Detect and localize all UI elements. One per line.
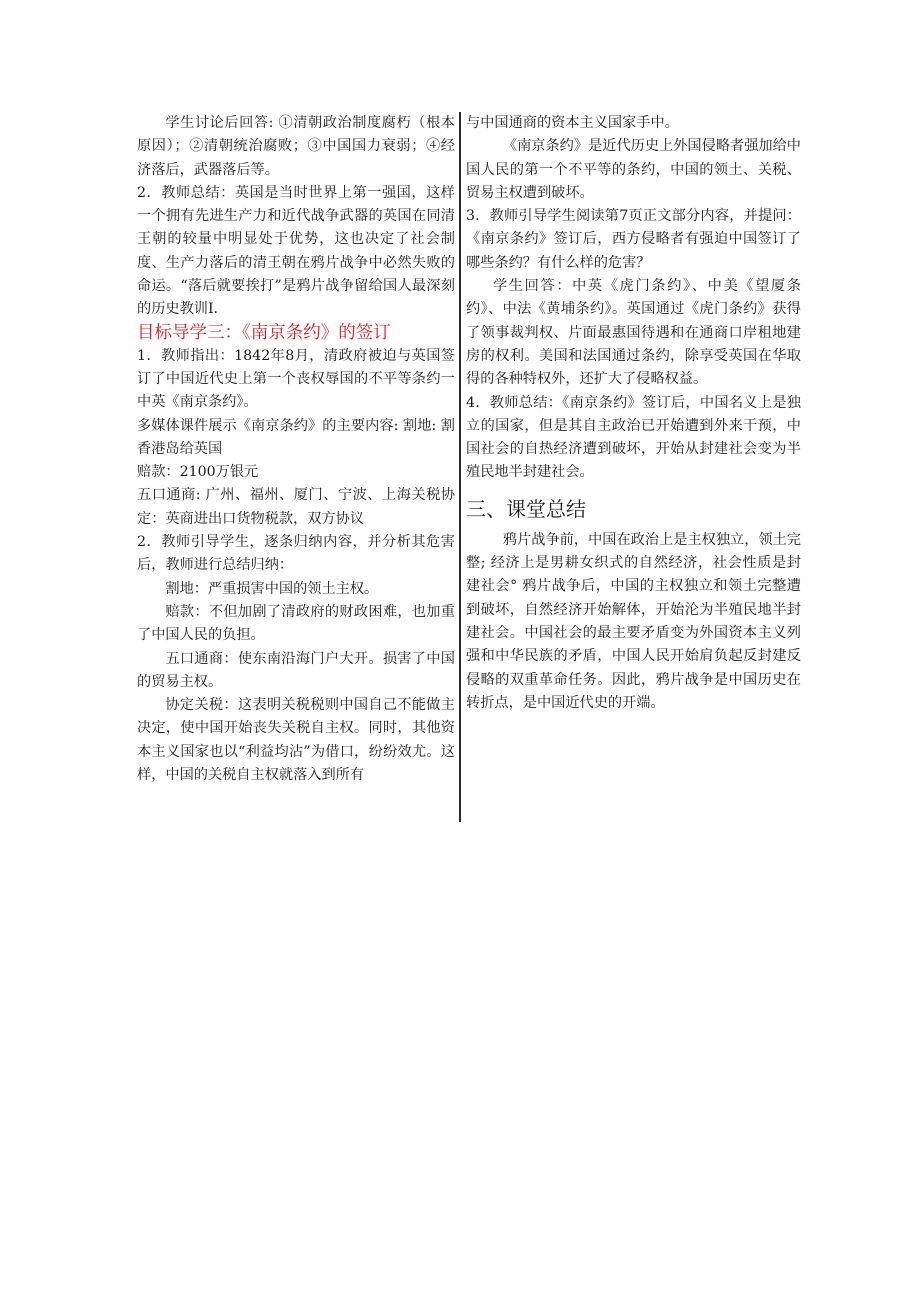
student-response-paragraph: 学生回答：中英《虎门条约》、中美《望厦条约》、中法《黄埔条约》。英国通过《虎门条约》获得了领事裁判权、片面最惠国待遇和在通商口岸租地建房的权利。美国和法国通过条约，除享受英国在华取得的各种特权外，还扩大了侵略权益。 (466, 278, 801, 388)
treaty-intro-paragraph: 1．教师指出：1842年8月，清政府被迫与英国签订了中国近代史上第一个丧权辱国的不平等条约一中英《南京条约》。 (137, 347, 455, 411)
student-answer-paragraph: 学生讨论后回答: ①清朝政治制度腐朽（根本原因）；②清朝统治腐败；③中国国力衰弱；④经济落后，武器落后等。 (137, 115, 455, 178)
section-title-summary: 三、课堂总结 (466, 496, 586, 521)
left-column (137, 112, 455, 787)
teacher-guide-paragraph: 2．教师引导学生，逐条归纳内容，并分析其危害后，教师进行总结归纳： (137, 534, 455, 574)
teacher-question-paragraph: 3．教师引导学生阅读第7页正文部分内容，并提问：《南京条约》签订后，西方侵略者有强迫中国签订了哪些条约？有什么样的危害？ (466, 208, 801, 271)
treaty-content-indemnity: 赔款：2100万银元 (137, 464, 259, 481)
harm-ports: 五口通商：使东南沿海门户大开。损害了中国的贸易主权。 (137, 650, 455, 690)
right-column (466, 112, 801, 715)
column-divider (459, 112, 461, 822)
treaty-significance-paragraph: 《南京条约》是近代历史上外国侵略者强加给中国人民的第一个不平等的条约，中国的领土、关税、贸易主权遭到破坏。 (466, 138, 801, 201)
treaty-content-ports-tariff: 五口通商: 广州、福州、厦门、宁波、上海关税协定：英商进出口货物税款，双方协议 (137, 487, 455, 527)
harm-cession: 割地：严重损害中国的领土主权。 (165, 580, 379, 597)
class-summary-paragraph: 鸦片战争前，中国在政治上是主权独立，领土完整; 经济上是男耕女织式的自然经济，社会性质是封建社会° 鸦片战争后，中国的主权独立和领土完整遭到破坏，自然经济开始解体，开始沦为半殖民地半封建社会。中国社会的最主要矛盾变为外国资本主义列强和中华民族的矛盾，中国人民开始肩负起反封建反侵略的双重革命任务。因此，鸦片战争是中国历史在转折点，是中国近代史的开端。 (466, 531, 801, 711)
teacher-conclusion-paragraph: 4．教师总结：《南京条约》签订后，中国名义上是独立的国家，但是其自主政治已开始遭到外来干预，中国社会的自热经济遭到破坏，开始从封建社会变为半殖民地半封建社会。 (466, 394, 801, 481)
harm-tariff: 协定关税：这表明关税税则中国自己不能做主决定，使中国开始丧失关税自主权。同时，其他资本主义国家也以“利益均沾”为借口，纷纷效尤。这样，中国的关税自主权就落入到所有 (137, 697, 455, 784)
treaty-content-cession: 多媒体课件展示《南京条约》的主要内容: 割地: 割香港岛给英国 (137, 417, 455, 457)
objective-heading-three: 目标导学三：《南京条约》的签订 (137, 322, 391, 343)
teacher-summary-paragraph: 2．教师总结：英国是当时世界上第一强国，这样一个拥有先进生产力和近代战争武器的英国在同清王朝的较量中明显处于优势，这也决定了社会制度、生产力落后的清王朝在鸦片战争中必然失败的命运。“落后就要挨打”是鸦片战争留给国人最深刻的历史教训I． (137, 184, 455, 318)
continuation-paragraph: 与中国通商的资本主义国家手中。 (466, 115, 679, 131)
harm-indemnity: 赔款：不但加剧了清政府的财政困难，也加重了中国人民的负担。 (137, 603, 455, 644)
